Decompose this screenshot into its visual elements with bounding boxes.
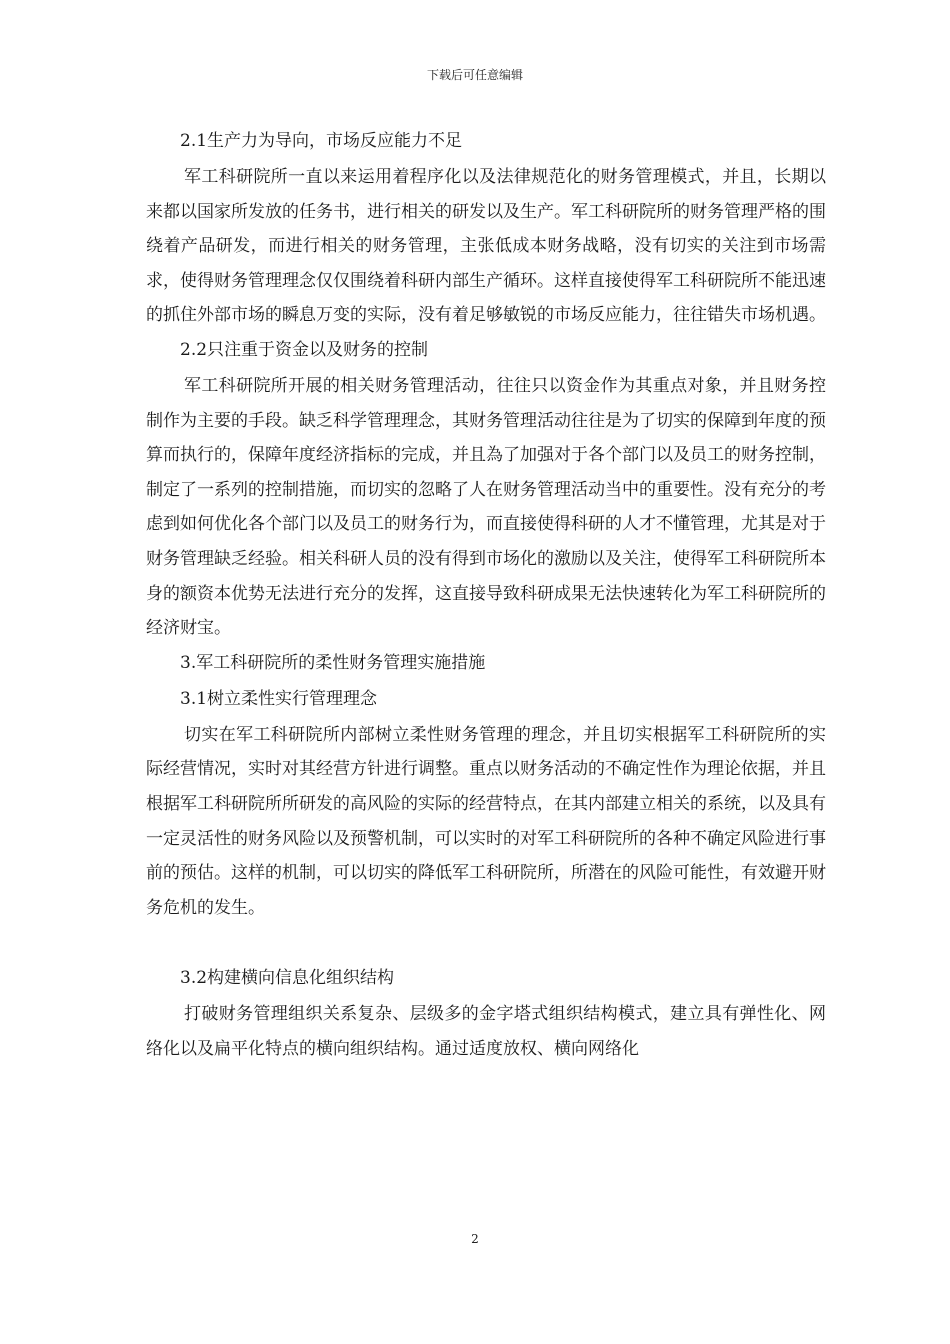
paragraph-3-1: 切实在军工科研院所内部树立柔性财务管理的理念，并且切实根据军工科研院所的实际经营情况，实时对其经营方针进行调整。重点以财务活动的不确定性作为理论依据，并且根据军工科研院所所研发的高风险的实际的经营特点，在其内部建立相关的系统，以及具有一定灵活性的财务风险以及预警机制，可以实时的对军工科研院所的各种不确定风险进行事前的预估。这样的机制，可以切实的降低军工科研院所，所潜在的风险可能性，有效避开财务危机的发生。 xyxy=(146,724,826,918)
heading-2-1: 2.1生产力为导向，市场反应能力不足 xyxy=(180,131,463,151)
heading-3-2: 3.2构建横向信息化组织结构 xyxy=(180,968,395,989)
page-header: 下载后可任意编辑 xyxy=(426,68,523,82)
blank-line xyxy=(146,925,826,961)
document-body xyxy=(146,124,826,1066)
heading-2-2: 2.2只注重于资金以及财务的控制 xyxy=(180,339,429,360)
paragraph-3-2: 打破财务管理组织关系复杂、层级多的金字塔式组织结构模式，建立具有弹性化、网络化以及扁平化特点的横向组织结构。通过适度放权、横向网络化 xyxy=(146,1004,826,1059)
page-number: 2 xyxy=(471,1232,479,1246)
heading-3: 3.军工科研院所的柔性财务管理实施措施 xyxy=(180,652,486,673)
heading-3-1: 3.1树立柔性实行管理理念 xyxy=(180,688,378,709)
paragraph-2-2: 军工科研院所开展的相关财务管理活动，往往只以资金作为其重点对象，并且财务控制作为主要的手段。缺乏科学管理理念，其财务管理活动往往是为了切实的保障到年度的预算而执行的，保障年度经济指标的完成，并且為了加强对于各个部门以及员工的财务控制，制定了一系列的控制措施，而切实的忽略了人在财务管理活动当中的重要性。没有充分的考虑到如何优化各个部门以及员工的财务行为，而直接使得科研的人才不懂管理，尤其是对于财务管理缺乏经验。相关科研人员的没有得到市场化的激励以及关注，使得军工科研院所本身的额资本优势无法进行充分的发挥，这直接导致科研成果无法快速转化为军工科研院所的经济财宝。 xyxy=(146,375,826,639)
paragraph-2-1: 军工科研院所一直以来运用着程序化以及法律规范化的财务管理模式，并且，长期以来都以国家所发放的任务书，进行相关的研发以及生产。军工科研院所的财务管理严格的围绕着产品研发，而进行相关的财务管理，主张低成本财务战略，没有切实的关注到市场需求，使得财务管理理念仅仅围绕着科研内部生产循环。这样直接使得军工科研院所不能迅速的抓住外部市场的瞬息万变的实际，没有着足够敏锐的市场反应能力，往往错失市场机遇。 xyxy=(146,167,826,326)
